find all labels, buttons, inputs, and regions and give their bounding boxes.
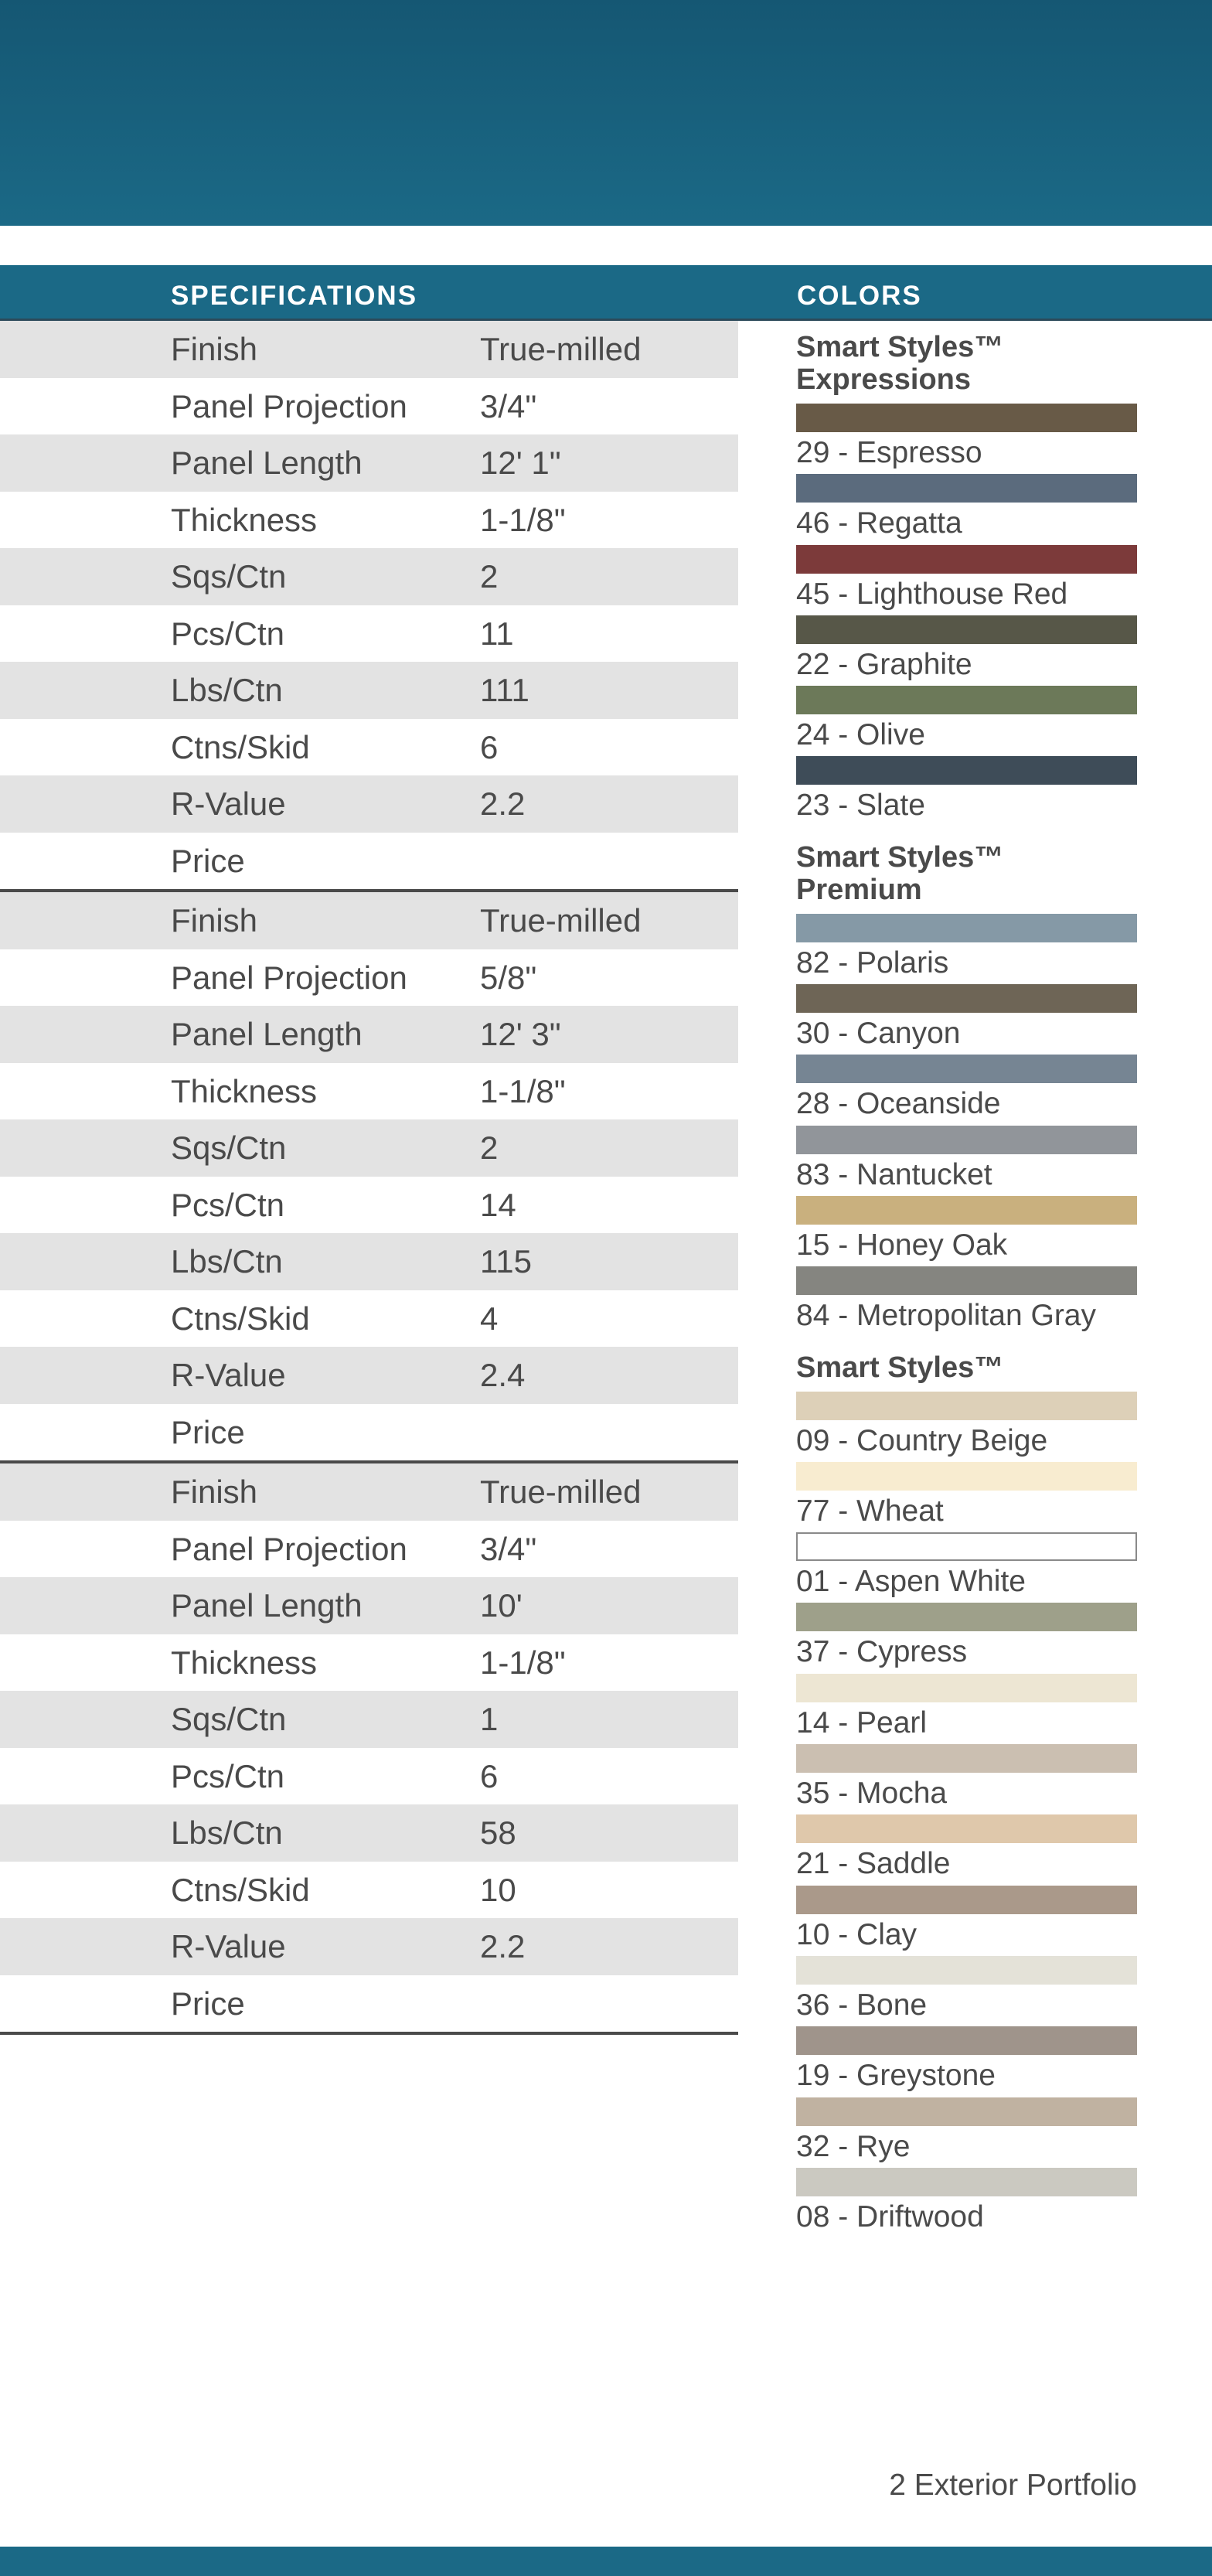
spec-row — [0, 1975, 738, 2033]
spec-row — [0, 1347, 738, 1404]
spec-row — [0, 719, 738, 776]
color-name: 23 - Slate — [796, 789, 925, 823]
spec-value: 12' 3" — [480, 1016, 561, 1052]
spec-label: R-Value — [171, 1928, 286, 1964]
color-name: 08 - Driftwood — [796, 2199, 984, 2234]
color-item — [796, 914, 1137, 984]
spec-value: 5/8" — [480, 959, 537, 996]
color-swatch — [796, 2168, 1137, 2196]
color-name: 19 - Greystone — [796, 2059, 996, 2093]
spec-label: Panel Projection — [171, 959, 407, 996]
spec-label: R-Value — [171, 785, 286, 822]
spec-label: Lbs/Ctn — [171, 1814, 283, 1851]
spec-label: Price — [171, 1413, 245, 1450]
spec-value: 14 — [480, 1186, 516, 1223]
spec-group — [0, 1463, 738, 2035]
spec-value: 2.4 — [480, 1357, 526, 1393]
color-name: 32 - Rye — [796, 2129, 911, 2163]
color-item — [796, 1266, 1137, 1337]
spec-row — [0, 378, 738, 435]
spec-label: Panel Length — [171, 445, 363, 481]
color-item — [796, 1392, 1137, 1462]
spec-row — [0, 1862, 738, 1919]
color-name: 21 - Saddle — [796, 1847, 951, 1881]
spec-value: 2 — [480, 558, 499, 595]
spec-label: Ctns/Skid — [171, 1300, 310, 1337]
spec-label: Price — [171, 842, 245, 879]
spec-value: 1 — [480, 1701, 499, 1737]
spec-label: Lbs/Ctn — [171, 1243, 283, 1279]
color-item — [796, 1126, 1137, 1196]
color-swatch — [796, 1392, 1137, 1420]
spec-label: Panel Projection — [171, 387, 407, 424]
spec-value: 2.2 — [480, 785, 526, 822]
spec-label: Pcs/Ctn — [171, 1186, 285, 1223]
color-name: 46 - Regatta — [796, 506, 962, 540]
color-item — [796, 686, 1137, 756]
spec-row — [0, 892, 738, 949]
color-item — [796, 984, 1137, 1055]
color-name: 36 - Bone — [796, 1988, 928, 2022]
color-item — [796, 1744, 1137, 1814]
spec-label: Thickness — [171, 1644, 318, 1681]
spec-label: Sqs/Ctn — [171, 1130, 287, 1166]
spec-row — [0, 775, 738, 833]
color-swatch — [796, 686, 1137, 714]
color-item — [796, 756, 1137, 826]
spec-value: 4 — [480, 1300, 499, 1337]
color-swatch — [796, 914, 1137, 942]
spec-value: 11 — [480, 615, 514, 652]
color-name: 09 - Country Beige — [796, 1423, 1048, 1457]
spec-value: True-milled — [480, 902, 642, 939]
color-name: 30 - Canyon — [796, 1017, 961, 1051]
section-header-bar — [0, 265, 1212, 321]
color-item — [796, 474, 1137, 544]
spec-value: 58 — [480, 1814, 516, 1851]
spec-row — [0, 1233, 738, 1290]
spec-label: Thickness — [171, 1072, 318, 1109]
spec-label: Panel Length — [171, 1587, 363, 1624]
color-swatch — [796, 1603, 1137, 1631]
spec-label: Pcs/Ctn — [171, 615, 285, 652]
color-name: 35 - Mocha — [796, 1777, 948, 1811]
color-name: 45 - Lighthouse Red — [796, 577, 1068, 611]
color-name: 10 - Clay — [796, 1917, 918, 1951]
color-group-title: Smart Styles™ Expressions — [796, 331, 1004, 396]
colors-list — [796, 331, 1137, 2252]
color-item — [796, 615, 1137, 686]
spec-row — [0, 1404, 738, 1461]
spec-label: Finish — [171, 902, 258, 939]
specifications-table — [0, 321, 738, 2035]
spec-row — [0, 1918, 738, 1975]
color-swatch — [796, 2097, 1137, 2126]
color-name: 15 - Honey Oak — [796, 1228, 1008, 1262]
spec-value: 10' — [480, 1587, 523, 1624]
spec-value: 111 — [480, 672, 529, 708]
color-group-title: Smart Styles™ Premium — [796, 840, 1004, 906]
color-swatch — [796, 1196, 1137, 1225]
color-name: 83 - Nantucket — [796, 1157, 992, 1191]
spec-value: 1-1/8" — [480, 501, 566, 538]
spec-row — [0, 1063, 738, 1120]
spec-value: 2 — [480, 1130, 499, 1166]
spec-value: 12' 1" — [480, 445, 561, 481]
color-swatch — [796, 1744, 1137, 1773]
color-name: 29 - Espresso — [796, 436, 982, 469]
spec-row — [0, 605, 738, 663]
color-swatch — [796, 615, 1137, 644]
color-name: 84 - Metropolitan Gray — [796, 1299, 1097, 1333]
color-item — [796, 1603, 1137, 1673]
color-group — [796, 841, 1137, 1337]
spec-group — [0, 321, 738, 892]
color-item — [796, 1055, 1137, 1125]
spec-label: Panel Length — [171, 1016, 363, 1052]
color-swatch — [796, 2026, 1137, 2055]
spec-row — [0, 321, 738, 378]
spec-row — [0, 1748, 738, 1805]
spec-value: True-milled — [480, 331, 642, 367]
color-item — [796, 2097, 1137, 2168]
spec-row — [0, 1177, 738, 1234]
color-item — [796, 1196, 1137, 1266]
page-footer: 2 Exterior Portfolio — [889, 2469, 1137, 2502]
color-swatch — [796, 984, 1137, 1013]
spec-row — [0, 1521, 738, 1578]
spec-row — [0, 1290, 738, 1348]
spec-value: True-milled — [480, 1474, 642, 1510]
spec-label: Ctns/Skid — [171, 728, 310, 765]
spec-row — [0, 1634, 738, 1692]
color-name: 82 - Polaris — [796, 946, 949, 980]
spec-label: Ctns/Skid — [171, 1871, 310, 1908]
spec-value: 1-1/8" — [480, 1644, 566, 1681]
spec-label: Lbs/Ctn — [171, 672, 283, 708]
color-item — [796, 404, 1137, 474]
spec-label: Thickness — [171, 501, 318, 538]
spec-value: 115 — [480, 1243, 532, 1279]
color-item — [796, 1674, 1137, 1744]
color-group-title: Smart Styles™ — [796, 1351, 1004, 1384]
spec-value: 1-1/8" — [480, 1072, 566, 1109]
bottom-banner — [0, 2547, 1212, 2576]
color-item — [796, 1532, 1137, 1603]
spec-row — [0, 1691, 738, 1748]
color-swatch — [796, 1055, 1137, 1083]
color-swatch — [796, 1886, 1137, 1914]
color-swatch — [796, 1266, 1137, 1295]
color-swatch — [796, 1814, 1137, 1843]
spec-row — [0, 949, 738, 1007]
color-item — [796, 2168, 1137, 2238]
color-name: 01 - Aspen White — [796, 1565, 1026, 1599]
color-item — [796, 2026, 1137, 2097]
color-item — [796, 1886, 1137, 1956]
spec-value: 3/4" — [480, 387, 537, 424]
spec-value: 3/4" — [480, 1530, 537, 1567]
color-swatch — [796, 1532, 1137, 1561]
color-group — [796, 331, 1137, 827]
color-name: 14 - Pearl — [796, 1705, 928, 1739]
color-item — [796, 1814, 1137, 1885]
spec-label: Finish — [171, 331, 258, 367]
spec-label: R-Value — [171, 1357, 286, 1393]
color-group — [796, 1351, 1137, 2239]
color-name: 22 - Graphite — [796, 647, 972, 681]
color-swatch — [796, 474, 1137, 503]
color-swatch — [796, 1674, 1137, 1702]
color-swatch — [796, 404, 1137, 432]
colors-heading: COLORS — [797, 281, 922, 311]
spec-row — [0, 1119, 738, 1177]
color-item — [796, 545, 1137, 615]
spec-row — [0, 1006, 738, 1063]
color-name: 37 - Cypress — [796, 1635, 968, 1669]
color-swatch — [796, 756, 1137, 785]
spec-label: Sqs/Ctn — [171, 558, 287, 595]
spec-row — [0, 434, 738, 492]
spec-label: Sqs/Ctn — [171, 1701, 287, 1737]
spec-row — [0, 662, 738, 719]
color-name: 28 - Oceanside — [796, 1087, 1001, 1121]
spec-row — [0, 1463, 738, 1521]
spec-value: 6 — [480, 1757, 499, 1794]
spec-row — [0, 1804, 738, 1862]
spec-value: 6 — [480, 728, 499, 765]
color-item — [796, 1956, 1137, 2026]
top-banner — [0, 0, 1212, 226]
color-swatch — [796, 1462, 1137, 1491]
spec-label: Panel Projection — [171, 1530, 407, 1567]
spec-group — [0, 892, 738, 1463]
spec-label: Finish — [171, 1474, 258, 1510]
color-swatch — [796, 1956, 1137, 1985]
spec-label: Pcs/Ctn — [171, 1757, 285, 1794]
spec-value: 2.2 — [480, 1928, 526, 1964]
spec-row — [0, 1577, 738, 1634]
specifications-heading: SPECIFICATIONS — [171, 281, 418, 311]
spec-label: Price — [171, 1985, 245, 2022]
color-name: 24 - Olive — [796, 718, 925, 752]
spec-value: 10 — [480, 1871, 516, 1908]
color-swatch — [796, 1126, 1137, 1154]
color-swatch — [796, 545, 1137, 574]
color-name: 77 - Wheat — [796, 1494, 944, 1528]
color-item — [796, 1462, 1137, 1532]
spec-row — [0, 492, 738, 549]
spec-row — [0, 833, 738, 890]
spec-row — [0, 548, 738, 605]
